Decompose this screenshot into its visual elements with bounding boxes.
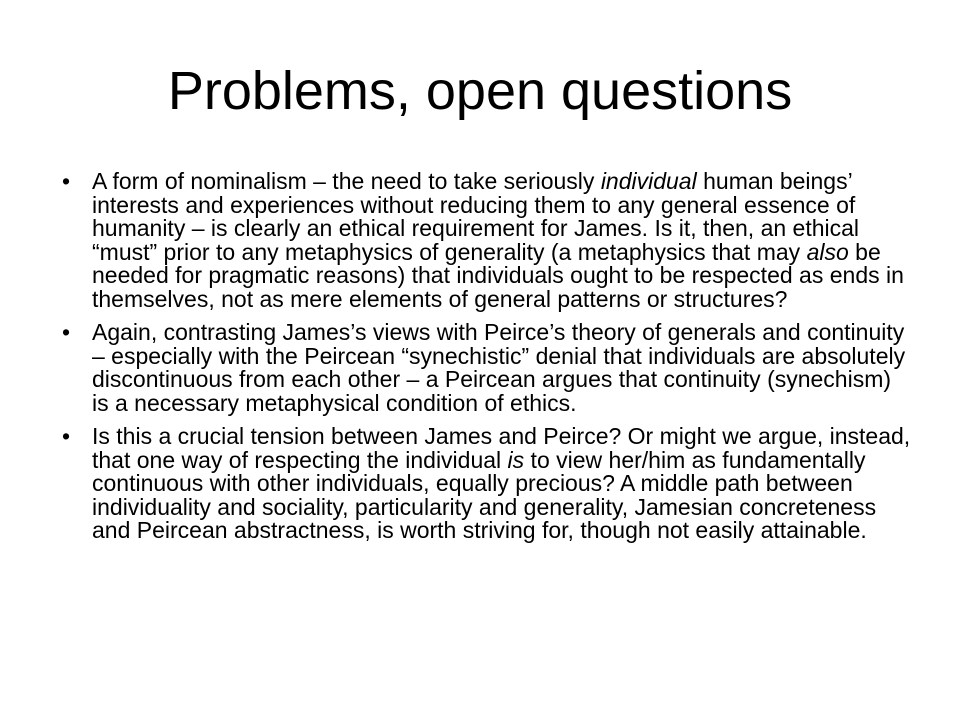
bullet-marker: • bbox=[62, 168, 71, 194]
bullet-text: Is this a crucial tension between James and Peirce? Or might we argue, instead, that one way of respecting the individual bbox=[92, 423, 911, 473]
emphasized-text: individual bbox=[600, 168, 697, 194]
bullet-item-1 bbox=[62, 170, 912, 311]
bullet-text: to view her/him as fundamentally continuous with other individuals, equally precious? A middle path between individuality and sociality, particularity and generality, Jamesian concreteness and Peircean abstractness, is worth striving for, though not easily attainable. bbox=[92, 446, 877, 543]
bullet-text: Again, contrasting James’s views with Peirce’s theory of generals and continuity – especially with the Peircean “synechistic” denial that individuals are absolutely discontinuous from each other – a Peircean argues that continuity (synechism) is a necessary metaphysical condition of ethics. bbox=[92, 319, 906, 416]
emphasized-text: also bbox=[806, 238, 849, 265]
bullet-item-2 bbox=[62, 321, 912, 415]
bullet-marker: • bbox=[62, 423, 71, 449]
bullet-text: A form of nominalism – the need to take seriously bbox=[92, 168, 601, 194]
emphasized-text: is bbox=[507, 446, 525, 473]
bullet-text: be needed for pragmatic reasons) that individuals ought to be respected as ends in themselves, not as mere elements of general patterns or structures? bbox=[92, 238, 904, 312]
bullet-list bbox=[62, 170, 912, 553]
slide-title: Problems, open questions bbox=[167, 61, 793, 121]
bullet-marker: • bbox=[62, 319, 71, 345]
bullet-item-3 bbox=[62, 425, 912, 543]
bullet-text: human beings’ interests and experiences without reducing them to any general essence of humanity – is clearly an ethical requirement for James. Is it, then, an ethical “must” prior to any metaphysics of generality (a metaphysics that may bbox=[92, 168, 860, 265]
